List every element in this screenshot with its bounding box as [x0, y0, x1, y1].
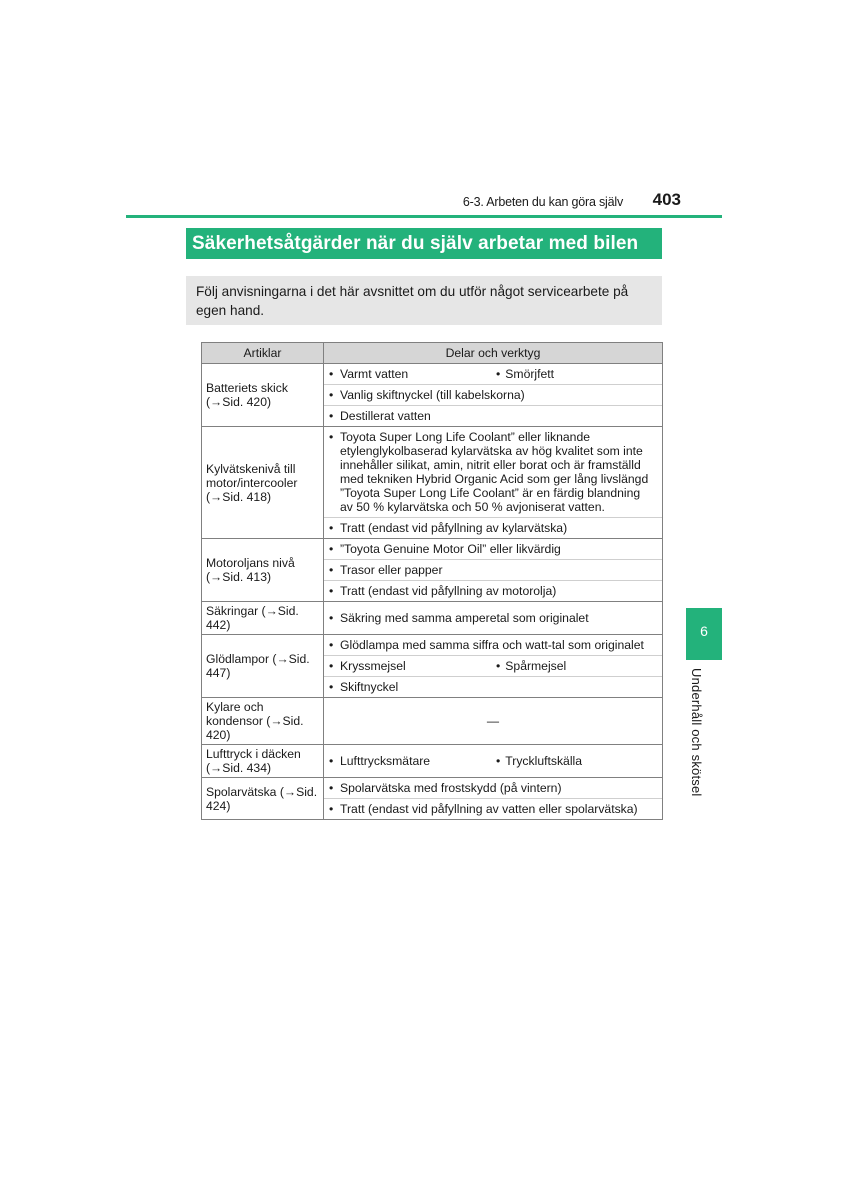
item-text: Varmt vatten	[340, 367, 409, 381]
article-cell: Kylare och kondensor (→Sid. 420)	[202, 698, 324, 745]
list-item	[324, 364, 662, 384]
item-text-right: Spårmejsel	[505, 659, 567, 673]
item-text: Kryssmejsel	[340, 659, 406, 673]
item-text: Toyota Super Long Life Coolant” eller liknande etylenglykolbaserad kylarvätska av hög kvalitet som inte innehåller silikat, amin, nitrit eller borat och är framställd med tekniken Hybrid Organic Acid som ger lång livslängd ”Toyota Super Long Life Coolant” är en färdig blandning av 50 % kylarvätska och 50 % avjoniserat vatten.	[340, 430, 649, 514]
list-item	[324, 751, 662, 771]
item-pair	[496, 659, 566, 673]
bullet-icon: •	[329, 611, 334, 625]
list-item	[324, 384, 662, 405]
parts-cell	[324, 602, 663, 635]
list-item	[324, 798, 662, 819]
tools-table	[201, 342, 663, 820]
bullet-icon: •	[329, 802, 334, 816]
item-text: ”Toyota Genuine Motor Oil” eller likvärdig	[340, 542, 561, 556]
bullet-icon: •	[329, 680, 334, 694]
chapter-tab[interactable]: 6	[686, 608, 722, 660]
parts-list	[324, 778, 662, 819]
list-item	[324, 539, 662, 559]
item-text: Destillerat vatten	[340, 409, 431, 423]
bullet-icon: •	[329, 638, 334, 652]
list-item	[324, 676, 662, 697]
table-row	[202, 635, 663, 698]
column-header-parts: Delar och verktyg	[324, 343, 663, 364]
item-text: Vanlig skiftnyckel (till kabelskorna)	[340, 388, 525, 402]
page-header	[126, 188, 683, 216]
table-row	[202, 745, 663, 778]
parts-list	[324, 608, 662, 628]
parts-list	[324, 751, 662, 771]
page-number: 403	[652, 190, 681, 209]
item-text: Lufttrycksmätare	[340, 754, 431, 768]
article-cell: Glödlampor (→Sid. 447)	[202, 635, 324, 698]
item-text: Skiftnyckel	[340, 680, 399, 694]
item-text-right: Smörjfett	[505, 367, 555, 381]
bullet-icon: •	[329, 781, 334, 795]
table-row	[202, 364, 663, 427]
intro-box: Följ anvisningarna i det här avsnittet om du utför något servicearbete på egen hand.	[186, 276, 662, 325]
column-header-articles: Artiklar	[202, 343, 324, 364]
bullet-icon: •	[329, 754, 334, 768]
item-text-right: Tryckluftskälla	[505, 754, 583, 768]
item-pair	[496, 367, 554, 381]
item-text: Trasor eller papper	[340, 563, 443, 577]
parts-list	[324, 635, 662, 697]
list-item	[324, 655, 662, 676]
bullet-icon: •	[329, 542, 334, 556]
bullet-icon: •	[329, 409, 334, 423]
article-cell: Lufttryck i däcken (→Sid. 434)	[202, 745, 324, 778]
article-cell: Batteriets skick (→Sid. 420)	[202, 364, 324, 427]
list-item	[324, 608, 662, 628]
item-text: Tratt (endast vid påfyllning av vatten eller spolarvätska)	[340, 802, 638, 816]
header-rule	[126, 215, 722, 218]
bullet-icon: •	[329, 521, 334, 535]
list-item	[324, 559, 662, 580]
bullet-icon: •	[329, 659, 334, 673]
bullet-icon: •	[329, 430, 334, 444]
item-text: Glödlampa med samma siffra och watt-tal som originalet	[340, 638, 644, 652]
table-row	[202, 427, 663, 539]
bullet-icon: •	[329, 584, 334, 598]
list-item	[324, 427, 662, 517]
bullet-icon: •	[329, 367, 334, 381]
parts-cell	[324, 539, 663, 602]
bullet-icon: •	[496, 659, 501, 673]
item-text: Tratt (endast vid påfyllning av motorolja)	[340, 584, 557, 598]
list-item	[324, 517, 662, 538]
empty-dash: —	[324, 698, 663, 745]
chapter-title-vertical: Underhåll och skötsel	[689, 668, 704, 797]
item-text: Säkring med samma amperetal som originalet	[340, 611, 589, 625]
list-item	[324, 580, 662, 601]
parts-cell	[324, 635, 663, 698]
article-cell: Kylvätskenivå till motor/intercooler (→Sid. 418)	[202, 427, 324, 539]
bullet-icon: •	[329, 388, 334, 402]
page-title: Säkerhetsåtgärder när du själv arbetar med bilen	[186, 228, 662, 259]
list-item	[324, 778, 662, 798]
article-cell: Säkringar (→Sid. 442)	[202, 602, 324, 635]
table-header-row	[202, 343, 663, 364]
table-row	[202, 778, 663, 820]
table-row	[202, 539, 663, 602]
parts-cell	[324, 427, 663, 539]
parts-cell	[324, 745, 663, 778]
list-item	[324, 405, 662, 426]
article-cell: Spolarvätska (→Sid. 424)	[202, 778, 324, 820]
parts-list	[324, 539, 662, 601]
article-cell: Motoroljans nivå (→Sid. 413)	[202, 539, 324, 602]
bullet-icon: •	[329, 563, 334, 577]
parts-list	[324, 364, 662, 426]
bullet-icon: •	[496, 754, 501, 768]
parts-list	[324, 427, 662, 538]
parts-cell	[324, 364, 663, 427]
parts-cell	[324, 778, 663, 820]
item-pair	[496, 754, 582, 768]
item-text: Spolarvätska med frostskydd (på vintern)	[340, 781, 562, 795]
bullet-icon: •	[496, 367, 501, 381]
section-title: 6-3. Arbeten du kan göra själv	[462, 195, 623, 209]
item-text: Tratt (endast vid påfyllning av kylarvätska)	[340, 521, 568, 535]
table-row	[202, 698, 663, 745]
table-row	[202, 602, 663, 635]
list-item	[324, 635, 662, 655]
